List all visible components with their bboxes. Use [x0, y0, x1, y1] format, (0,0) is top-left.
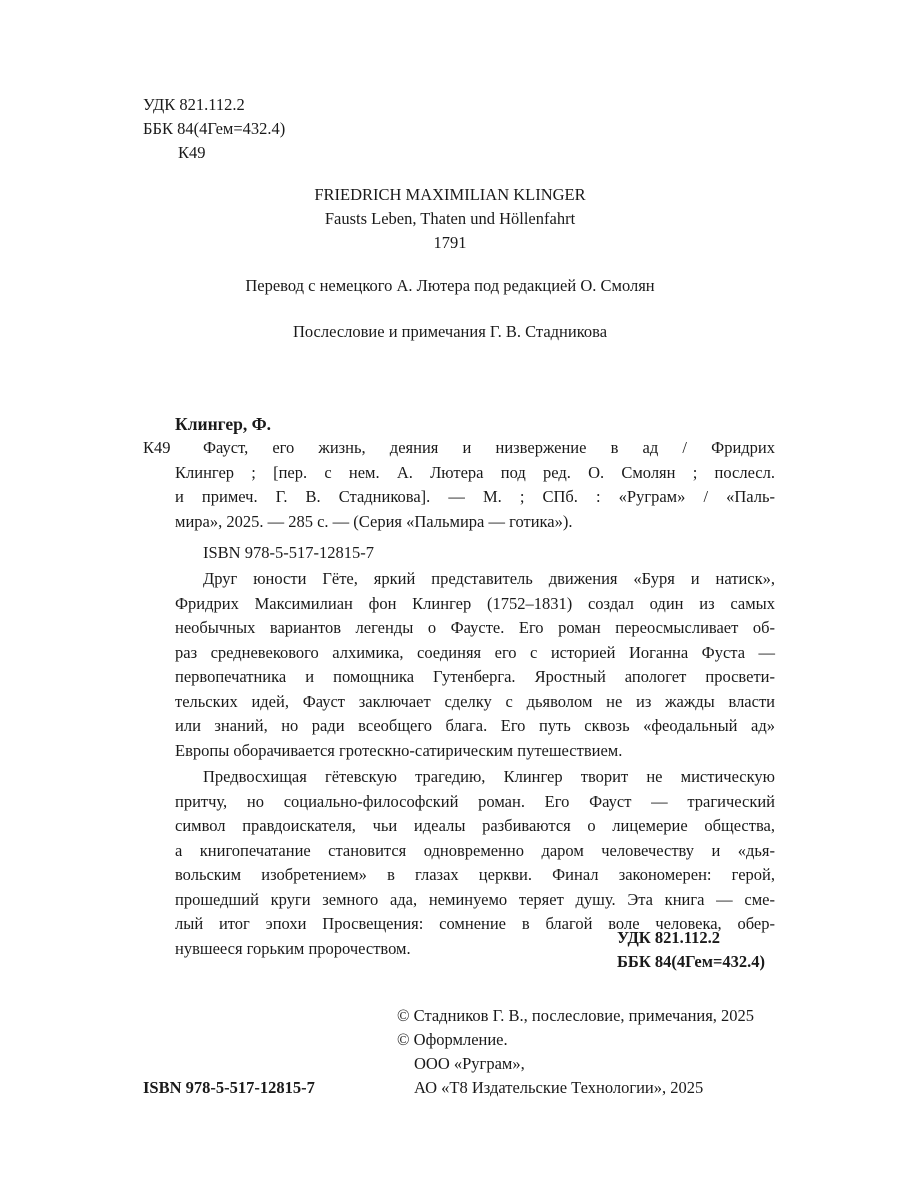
annotation-line: символ правдоискателя, чьи идеалы разбиваются о лицемерие общества,: [175, 816, 775, 835]
annotation-line: необычных вариантов легенды о Фаусте. Его роман переосмысливает об-: [175, 618, 775, 637]
annotation-line: первопечатника и помощника Гутенберга. Яростный апологет просвети-: [175, 667, 775, 686]
original-title: Fausts Leben, Thaten und Höllenfahrt: [324, 209, 576, 228]
annotation-line: прошедший круги земного ада, неминуемо теряет душу. Эта книга — сме-: [175, 889, 775, 909]
annotation-line: Друг юности Гёте, яркий представитель движения «Буря и натиск»,: [203, 569, 775, 588]
annotation-line: тельских идей, Фауст заключает сделку с дьяволом не из жажды власти: [175, 691, 775, 711]
copyright-line: ООО «Руграм»,: [414, 1054, 525, 1073]
catalog-mark: К49: [143, 438, 171, 457]
udk-top: УДК 821.112.2: [143, 95, 245, 114]
isbn-bottom: ISBN 978-5-517-12815-7: [143, 1078, 315, 1097]
bbk-bottom: ББК 84(4Гем=432.4): [617, 952, 765, 971]
annotation-line: а книгопечатание становится одновременно даром человечеству и «дья-: [175, 840, 775, 860]
annotation-line: Фридрих Максимилиан фон Клингер (1752–1831) создал один из самых: [175, 593, 775, 613]
catalog-line: Фауст, его жизнь, деяния и низвержение в ад / Фридрих: [203, 438, 775, 457]
catalog-line: Клингер ; [пер. с нем. А. Лютера под ред. О. Смолян ; послесл.: [175, 462, 775, 482]
annotation-line: раз средневекового алхимика, соединяя его с историей Иоганна Фуста —: [175, 642, 775, 662]
annotation-line: нувшееся горьким пророчеством.: [175, 938, 411, 958]
catalog-description: [175, 436, 775, 534]
annotation-line: Европы оборачивается гротескно-сатирическим путешествием.: [175, 740, 623, 760]
catalog-line: и примеч. Г. В. Стадникова]. — М. ; СПб. : «Руграм» / «Паль-: [175, 487, 775, 506]
annotation-line: Предвосхищая гётевскую трагедию, Клингер творит не мистическую: [203, 767, 775, 786]
annotation-line: лый итог эпохи Просвещения: сомнение в благой воле человека, обер-: [175, 914, 775, 933]
annotation-line: притчу, но социально-философский роман. Его Фауст — трагический: [175, 791, 775, 811]
catalog-line: мира», 2025. — 285 с. — (Серия «Пальмира — готика»).: [175, 511, 573, 531]
udk-bottom: УДК 821.112.2: [617, 928, 720, 947]
copyright-line: © Стадников Г. В., послесловие, примечания, 2025: [397, 1006, 755, 1025]
catalog-author-heading: Клингер, Ф.: [175, 414, 272, 434]
translation-credit: Перевод с немецкого А. Лютера под редакцией О. Смолян: [245, 276, 655, 295]
annotation: [175, 567, 775, 961]
bbk-top: ББК 84(4Гем=432.4): [143, 119, 286, 138]
annotation-line: вольским изобретением» в глазах церкви. Финал закономерен: герой,: [175, 865, 775, 884]
annotation-line: или знаний, но ради всеобщего блага. Его путь сквозь «феодальный ад»: [175, 716, 775, 735]
original-author: FRIEDRICH MAXIMILIAN KLINGER: [314, 185, 586, 204]
author-mark-top: К49: [178, 143, 206, 162]
catalog-isbn: ISBN 978-5-517-12815-7: [203, 543, 374, 562]
copyright-line: АО «Т8 Издательские Технологии», 2025: [414, 1078, 704, 1097]
original-year: 1791: [433, 233, 467, 252]
copyright-line: © Оформление.: [397, 1030, 508, 1049]
afterword-credit: Послесловие и примечания Г. В. Стадникова: [292, 322, 608, 341]
